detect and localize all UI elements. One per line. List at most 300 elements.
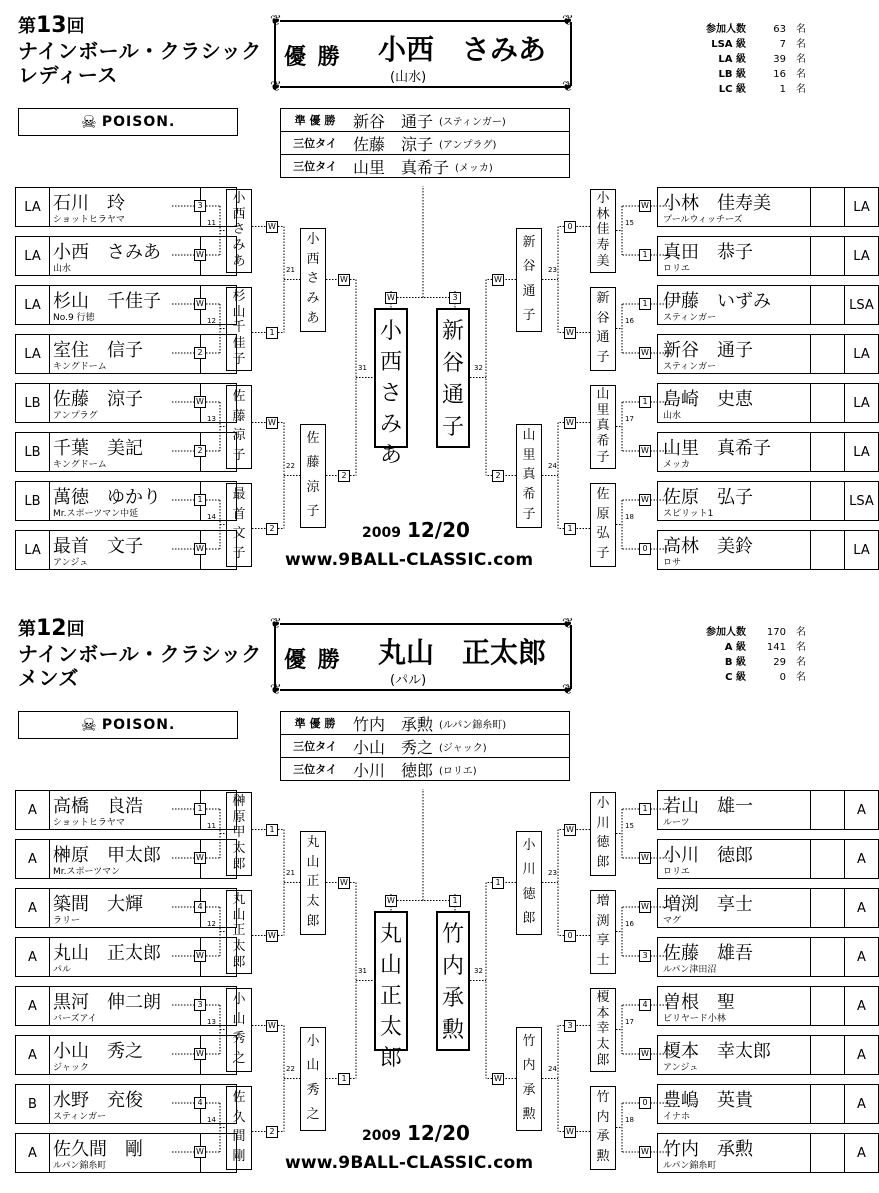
bracket-name-char: 郎 bbox=[306, 913, 320, 929]
bracket-name-char: 谷 bbox=[522, 259, 536, 275]
player-info bbox=[50, 188, 201, 226]
stat-unit: 名 bbox=[796, 627, 806, 638]
player-entry bbox=[657, 236, 879, 276]
event-division: メンズ bbox=[18, 666, 79, 690]
finalist-right bbox=[436, 911, 470, 1051]
stat-unit: 名 bbox=[796, 54, 806, 65]
bracket-name-char: 士 bbox=[596, 952, 610, 968]
round2-entry bbox=[226, 189, 252, 273]
stat-label: B 級 bbox=[724, 657, 746, 668]
finalist-char: 竹 bbox=[441, 922, 464, 947]
round2-entry bbox=[590, 483, 616, 567]
player-info bbox=[660, 433, 811, 471]
match-score: W bbox=[492, 274, 504, 286]
player-info bbox=[50, 384, 201, 422]
placing-name: 小山 秀之 bbox=[353, 737, 434, 757]
player-class: LA bbox=[16, 531, 50, 569]
match-score: W bbox=[194, 543, 206, 555]
round3-entry bbox=[300, 1027, 326, 1131]
ladies-bracket-section bbox=[0, 0, 874, 590]
finalist-char: あ bbox=[379, 442, 402, 468]
player-club: キングドーム bbox=[53, 362, 107, 372]
bracket-name-char: 山 bbox=[306, 854, 320, 870]
player-class: LSA bbox=[844, 286, 878, 324]
player-info bbox=[50, 286, 201, 324]
player-class: LA bbox=[844, 384, 878, 422]
player-info bbox=[660, 1134, 811, 1172]
stat-label: A 級 bbox=[724, 642, 746, 653]
stat-label: 参加人数 bbox=[706, 627, 746, 638]
bracket-name-char: 増 bbox=[596, 894, 610, 910]
round2-entry bbox=[590, 890, 616, 974]
match-score: 2 bbox=[266, 523, 278, 535]
match-number: 32 bbox=[474, 363, 483, 372]
player-name: 高橋 良浩 bbox=[53, 796, 143, 817]
bracket-name-char: 美 bbox=[596, 253, 610, 269]
match-number: 24 bbox=[548, 461, 557, 470]
placing-name: 佐藤 涼子 bbox=[353, 134, 434, 154]
bracket-name-char: 佳 bbox=[232, 336, 246, 352]
player-class: LSA bbox=[844, 482, 878, 520]
player-name: 萬徳 ゆかり bbox=[53, 487, 161, 508]
round3-entry bbox=[300, 831, 326, 935]
player-club: スティンガー bbox=[663, 362, 717, 372]
edition-number: 13 bbox=[36, 13, 67, 38]
player-name: 真田 恭子 bbox=[663, 242, 753, 263]
player-class: LA bbox=[844, 335, 878, 373]
bracket-name-char: 小 bbox=[306, 1033, 320, 1049]
bracket-name-char: 渕 bbox=[596, 913, 610, 929]
placing-name: 山里 真希子 bbox=[353, 157, 450, 177]
bracket-name-char: 承 bbox=[596, 1129, 610, 1145]
player-info bbox=[50, 335, 201, 373]
bracket-name-char: あ bbox=[232, 253, 246, 269]
match-number: 21 bbox=[286, 868, 295, 877]
match-number: 17 bbox=[625, 414, 634, 423]
player-name: 築間 大輝 bbox=[53, 894, 143, 915]
player-class: A bbox=[16, 840, 50, 878]
stat-value: 141 bbox=[766, 642, 786, 653]
player-club: Mr.スポーツマン bbox=[53, 867, 121, 877]
match-number: 31 bbox=[358, 363, 367, 372]
player-entry bbox=[657, 285, 879, 325]
player-info bbox=[50, 237, 201, 275]
bracket-name-char: 子 bbox=[306, 504, 320, 520]
event-month-day: 12/20 bbox=[406, 1121, 470, 1145]
bracket-name-char: み bbox=[306, 291, 320, 307]
finalist-char: 小 bbox=[379, 318, 402, 344]
player-entry bbox=[657, 383, 879, 423]
player-name: 丸山 正太郎 bbox=[53, 943, 161, 964]
bracket-name-char: 子 bbox=[232, 351, 246, 367]
placing-label: 準 優 勝 bbox=[294, 114, 336, 127]
bracket-name-char: さ bbox=[232, 222, 246, 238]
bracket-name-char: 丸 bbox=[232, 892, 246, 908]
champion-name: 小西 さみあ bbox=[378, 33, 547, 66]
match-score: W bbox=[564, 327, 576, 339]
player-entry bbox=[657, 432, 879, 472]
bracket-name-char: 山 bbox=[596, 387, 610, 403]
match-score: 1 bbox=[639, 298, 651, 310]
bracket-name-char: 太 bbox=[232, 841, 246, 857]
match-number: 22 bbox=[286, 1064, 295, 1073]
bracket-name-char: 佳 bbox=[596, 222, 610, 238]
skull-icon: ☠ bbox=[80, 111, 98, 133]
round2-entry bbox=[226, 1086, 252, 1170]
match-score: W bbox=[194, 298, 206, 310]
stat-unit: 名 bbox=[796, 84, 806, 95]
finalist-char: さ bbox=[379, 380, 402, 406]
match-score: W bbox=[385, 895, 397, 907]
player-name: 杉山 千佳子 bbox=[53, 291, 161, 312]
website-url: www.9BALL-CLASSIC.com bbox=[285, 1153, 534, 1173]
player-name: 榊原 甲太郎 bbox=[53, 845, 161, 866]
bracket-name-char: 小 bbox=[306, 232, 320, 248]
match-score: 1 bbox=[194, 803, 206, 815]
player-class: A bbox=[844, 889, 878, 927]
match-number: 22 bbox=[286, 461, 295, 470]
event-year: 2009 bbox=[362, 525, 401, 541]
player-name: 石川 玲 bbox=[53, 193, 125, 214]
stat-value: 29 bbox=[773, 657, 786, 668]
player-club: ラリー bbox=[53, 916, 81, 926]
match-score: 2 bbox=[194, 445, 206, 457]
finalist-char: 山 bbox=[379, 952, 402, 978]
match-score: 4 bbox=[194, 901, 206, 913]
player-class: LA bbox=[16, 188, 50, 226]
player-club: ルパン錦糸町 bbox=[663, 1161, 717, 1171]
title-suffix: 回 bbox=[66, 16, 85, 37]
match-score: 2 bbox=[194, 347, 206, 359]
match-number: 17 bbox=[625, 1017, 634, 1026]
player-info bbox=[660, 791, 811, 829]
round2-entry bbox=[226, 792, 252, 876]
bracket-name-char: 之 bbox=[306, 1107, 320, 1123]
player-club: アンプラグ bbox=[53, 411, 98, 421]
placing-club: (ジャック) bbox=[439, 742, 487, 754]
player-club: イナホ bbox=[663, 1112, 691, 1122]
player-name: 千葉 美記 bbox=[53, 438, 143, 459]
placing-club: (アンプラグ) bbox=[439, 139, 497, 151]
match-number: 12 bbox=[207, 919, 216, 928]
match-number: 31 bbox=[358, 966, 367, 975]
player-info bbox=[50, 433, 201, 471]
sponsor-logo-text: POISON. bbox=[101, 114, 176, 130]
player-info bbox=[50, 482, 201, 520]
player-name: 山里 真希子 bbox=[663, 438, 771, 459]
finalist-char: 子 bbox=[441, 415, 464, 440]
match-score: 0 bbox=[564, 221, 576, 233]
bracket-name-char: 小 bbox=[522, 837, 536, 853]
player-name: 最首 文子 bbox=[53, 536, 143, 557]
player-name: 豊嶋 英貴 bbox=[663, 1090, 753, 1111]
match-score: W bbox=[338, 274, 350, 286]
match-score: W bbox=[194, 249, 206, 261]
match-score: W bbox=[639, 1048, 651, 1060]
player-name: 小林 佳寿美 bbox=[663, 193, 771, 214]
placing-name: 竹内 承勲 bbox=[353, 714, 434, 734]
round2-entry bbox=[590, 287, 616, 371]
bracket-name-char: 希 bbox=[596, 434, 610, 450]
player-class: A bbox=[844, 791, 878, 829]
match-score: W bbox=[639, 494, 651, 506]
bracket-name-char: 徳 bbox=[522, 886, 536, 902]
match-score: W bbox=[266, 930, 278, 942]
player-class: A bbox=[844, 987, 878, 1025]
player-entry bbox=[657, 187, 879, 227]
round2-entry bbox=[590, 792, 616, 876]
match-score: W bbox=[194, 950, 206, 962]
match-score: W bbox=[639, 445, 651, 457]
finalist-char: 西 bbox=[379, 349, 402, 375]
round3-entry bbox=[300, 228, 326, 332]
player-name: 新谷 通子 bbox=[663, 340, 753, 361]
bracket-name-char: 勲 bbox=[522, 1107, 536, 1123]
finalist-char: 内 bbox=[441, 954, 464, 979]
bracket-name-char: 首 bbox=[232, 506, 246, 522]
player-name: 小川 徳郎 bbox=[663, 845, 753, 866]
player-info bbox=[660, 889, 811, 927]
bracket-name-char: 間 bbox=[232, 1129, 246, 1145]
player-name: 室住 信子 bbox=[53, 340, 143, 361]
bracket-name-char: 通 bbox=[596, 330, 610, 346]
player-info bbox=[660, 1085, 811, 1123]
bracket-name-char: 山 bbox=[522, 428, 536, 444]
player-class: LA bbox=[16, 335, 50, 373]
bracket-name-char: 藤 bbox=[232, 408, 246, 424]
bracket-name-char: 弘 bbox=[596, 526, 610, 542]
bracket-name-char: 西 bbox=[232, 206, 246, 222]
match-number: 18 bbox=[625, 512, 634, 521]
mens-bracket-section bbox=[0, 603, 866, 1193]
match-number: 11 bbox=[207, 218, 216, 227]
player-entry bbox=[657, 481, 879, 521]
match-number: 23 bbox=[548, 265, 557, 274]
bracket-name-char: 藤 bbox=[306, 455, 320, 471]
bracket-name-char: 川 bbox=[522, 862, 536, 878]
player-club: ルーツ bbox=[663, 818, 690, 828]
player-info bbox=[660, 938, 811, 976]
player-name: 佐藤 涼子 bbox=[53, 389, 143, 410]
finalist-char: 谷 bbox=[441, 351, 464, 376]
bracket-name-char: 涼 bbox=[306, 479, 320, 495]
match-score: W bbox=[266, 417, 278, 429]
player-info bbox=[660, 987, 811, 1025]
edition-number: 12 bbox=[36, 616, 67, 641]
stat-label: LSA 級 bbox=[711, 39, 746, 50]
title-prefix: 第 bbox=[18, 16, 36, 37]
bracket-name-char: 勲 bbox=[596, 1148, 610, 1164]
bracket-name-char: 榎 bbox=[596, 990, 610, 1006]
match-score: 0 bbox=[639, 1097, 651, 1109]
bracket-name-char: 小 bbox=[232, 191, 246, 207]
player-info bbox=[660, 188, 811, 226]
round3-entry bbox=[516, 831, 542, 935]
frame-ornament-icon: ❦ bbox=[562, 616, 574, 632]
player-info bbox=[660, 286, 811, 324]
player-club: 山水 bbox=[663, 411, 682, 421]
player-name: 小西 さみあ bbox=[53, 242, 161, 263]
match-number: 24 bbox=[548, 1064, 557, 1073]
player-club: スティンガー bbox=[53, 1112, 107, 1122]
frame-ornament-icon: ❦ bbox=[562, 13, 574, 29]
finalist-left bbox=[374, 308, 408, 468]
bracket-name-char: 太 bbox=[596, 1037, 610, 1053]
placing-label: 三位タイ bbox=[293, 740, 337, 753]
match-score: 1 bbox=[564, 523, 576, 535]
match-number: 23 bbox=[548, 868, 557, 877]
match-score: W bbox=[639, 852, 651, 864]
player-info bbox=[660, 531, 811, 569]
player-info bbox=[50, 987, 201, 1025]
sponsor-logo-text: POISON. bbox=[101, 717, 176, 733]
bracket-name-char: 里 bbox=[522, 447, 536, 463]
bracket-name-char: 希 bbox=[522, 487, 536, 503]
bracket-name-char: 山 bbox=[232, 907, 246, 923]
bracket-name-char: 里 bbox=[596, 402, 610, 418]
player-class: A bbox=[844, 1085, 878, 1123]
frame-ornament-icon: ❦ bbox=[270, 13, 282, 29]
placing-label: 三位タイ bbox=[293, 137, 337, 150]
finalist-left bbox=[374, 911, 408, 1071]
match-score: 0 bbox=[564, 930, 576, 942]
bracket-name-char: 谷 bbox=[596, 310, 610, 326]
round2-entry bbox=[590, 1086, 616, 1170]
bracket-name-char: 新 bbox=[596, 291, 610, 307]
player-club: ロサ bbox=[663, 558, 682, 568]
round2-entry bbox=[226, 483, 252, 567]
champion-club: (パル) bbox=[390, 673, 427, 688]
player-entry bbox=[657, 334, 879, 374]
match-score: 1 bbox=[492, 877, 504, 889]
player-club: バーズアイ bbox=[53, 1014, 97, 1024]
stat-unit: 名 bbox=[796, 39, 806, 50]
bracket-name-char: 小 bbox=[232, 992, 246, 1008]
bracket-name-char: 榊 bbox=[232, 794, 246, 810]
player-name: 曽根 聖 bbox=[663, 992, 735, 1013]
event-date bbox=[362, 518, 470, 542]
bracket-name-char: 内 bbox=[522, 1058, 536, 1074]
player-name: 増渕 享士 bbox=[663, 894, 753, 915]
round3-entry bbox=[300, 424, 326, 528]
bracket-name-char: 子 bbox=[522, 506, 536, 522]
stat-label: 参加人数 bbox=[706, 24, 746, 35]
match-score: 0 bbox=[639, 543, 651, 555]
bracket-name-char: 本 bbox=[596, 1005, 610, 1021]
match-score: W bbox=[564, 824, 576, 836]
player-club: 山水 bbox=[53, 264, 72, 274]
player-class: LA bbox=[844, 531, 878, 569]
match-score: 3 bbox=[564, 1020, 576, 1032]
bracket-name-char: 幸 bbox=[596, 1021, 610, 1037]
round2-entry bbox=[590, 189, 616, 273]
bracket-name-char: 山 bbox=[306, 1058, 320, 1074]
placing-name: 小川 徳郎 bbox=[353, 760, 434, 780]
bracket-name-char: 小 bbox=[596, 796, 610, 812]
player-class: A bbox=[16, 889, 50, 927]
bracket-name-char: あ bbox=[306, 310, 320, 326]
player-entry bbox=[657, 530, 879, 570]
match-score: 3 bbox=[639, 950, 651, 962]
stat-unit: 名 bbox=[796, 24, 806, 35]
player-name: 佐久間 剛 bbox=[53, 1139, 143, 1160]
skull-icon: ☠ bbox=[80, 714, 98, 736]
bracket-name-char: 林 bbox=[596, 206, 610, 222]
player-name: 若山 雄一 bbox=[663, 796, 753, 817]
player-class: B bbox=[16, 1085, 50, 1123]
player-club: ルパン錦糸町 bbox=[53, 1161, 107, 1171]
match-number: 21 bbox=[286, 265, 295, 274]
round2-entry bbox=[226, 890, 252, 974]
bracket-name-char: 佐 bbox=[232, 389, 246, 405]
stat-value: 0 bbox=[779, 672, 786, 683]
match-number: 12 bbox=[207, 316, 216, 325]
bracket-name-char: 子 bbox=[596, 545, 610, 561]
stat-label: LB 級 bbox=[718, 69, 746, 80]
bracket-name-char: 小 bbox=[596, 191, 610, 207]
round2-entry bbox=[226, 988, 252, 1072]
title-prefix: 第 bbox=[18, 619, 36, 640]
match-number: 32 bbox=[474, 966, 483, 975]
bracket-name-char: 享 bbox=[596, 933, 610, 949]
bracket-name-char: 太 bbox=[232, 939, 246, 955]
player-name: 佐藤 雄吾 bbox=[663, 943, 753, 964]
player-class: A bbox=[844, 840, 878, 878]
match-score: 1 bbox=[266, 327, 278, 339]
player-entry bbox=[657, 1133, 879, 1173]
match-number: 16 bbox=[625, 316, 634, 325]
bracket-name-char: 剛 bbox=[232, 1148, 246, 1164]
player-class: LA bbox=[844, 237, 878, 275]
match-score: 1 bbox=[338, 1073, 350, 1085]
event-month-day: 12/20 bbox=[406, 518, 470, 542]
match-number: 18 bbox=[625, 1115, 634, 1124]
placing-label: 三位タイ bbox=[293, 160, 337, 173]
player-info bbox=[50, 938, 201, 976]
match-score: W bbox=[639, 200, 651, 212]
match-score: 1 bbox=[639, 803, 651, 815]
placing-name: 新谷 通子 bbox=[353, 111, 434, 131]
match-score: 4 bbox=[194, 1097, 206, 1109]
player-info bbox=[660, 482, 811, 520]
bracket-name-char: 山 bbox=[232, 1011, 246, 1027]
match-score: W bbox=[338, 877, 350, 889]
match-number: 16 bbox=[625, 919, 634, 928]
placing-label: 三位タイ bbox=[293, 763, 337, 776]
match-score: W bbox=[194, 852, 206, 864]
bracket-name-char: 正 bbox=[306, 874, 320, 890]
match-score: 1 bbox=[266, 824, 278, 836]
match-number: 14 bbox=[207, 1115, 216, 1124]
stat-unit: 名 bbox=[796, 672, 806, 683]
bracket-name-char: 太 bbox=[306, 894, 320, 910]
match-score: W bbox=[492, 1073, 504, 1085]
stat-unit: 名 bbox=[796, 657, 806, 668]
player-info bbox=[50, 889, 201, 927]
bracket-name-char: 千 bbox=[232, 320, 246, 336]
match-score: W bbox=[266, 1020, 278, 1032]
bracket-name-char: 郎 bbox=[522, 911, 536, 927]
finalist-char: 太 bbox=[379, 1014, 402, 1040]
bracket-name-char: 川 bbox=[596, 815, 610, 831]
player-class: LB bbox=[16, 482, 50, 520]
match-score: W bbox=[385, 292, 397, 304]
champion-label: 優 勝 bbox=[284, 45, 342, 70]
player-name: 高林 美鈴 bbox=[663, 536, 753, 557]
stat-value: 39 bbox=[773, 54, 786, 65]
player-club: アンジュ bbox=[663, 1063, 699, 1073]
match-score: W bbox=[564, 417, 576, 429]
